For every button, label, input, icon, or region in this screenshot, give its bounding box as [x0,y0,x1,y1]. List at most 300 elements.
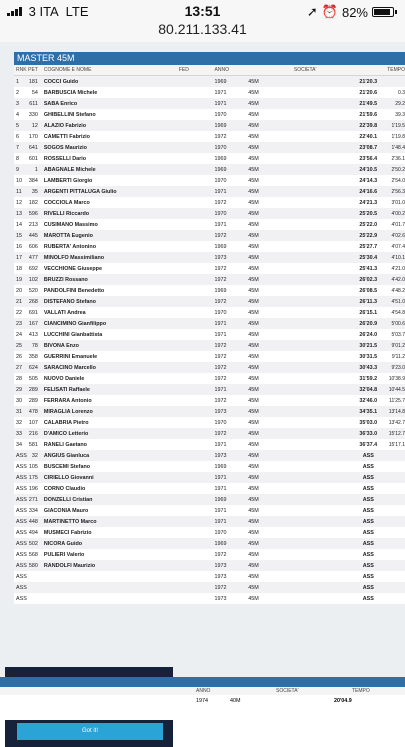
cell-anno: 1972 [214,133,227,140]
cell-cat: 45M [248,89,259,96]
cell-pet: 271 [28,496,38,503]
cell-name: CAMETTI Fabrizio [43,133,90,140]
cell-cat: 45M [248,221,259,228]
cell-gap: 5'00.6 [391,320,405,327]
cell-pet: 606 [28,243,38,250]
cell-pet: 78 [31,342,38,349]
results-table [14,52,405,604]
cell-gap: 0.3 [398,89,405,96]
next-row-time: 20'04.9 [334,697,352,704]
cell-pet: 289 [28,397,38,404]
cell-name: MIRAGLIA Lorenzo [43,408,93,415]
cell-time: ASS [362,452,374,459]
cell-anno: 1969 [214,78,227,85]
cell-rnk: 22 [16,309,22,316]
cell-anno: 1973 [214,595,227,602]
header-soc: SOCIETA' [293,67,317,73]
cell-rnk: ASS [16,551,27,558]
cell-time: 32'04.8 [359,386,378,393]
table-row [14,131,405,142]
next-table [0,677,405,720]
cell-anno: 1973 [214,573,227,580]
table-row [14,153,405,164]
url-bar[interactable]: 80.211.133.41 [158,21,247,37]
cell-rnk: 34 [16,441,22,448]
table-row [14,428,405,439]
accept-cookies-button[interactable]: Got it! [17,723,163,740]
cell-gap: 2'56.3 [391,188,405,195]
cell-gap: 4'02.6 [391,232,405,239]
table-row [14,527,405,538]
cell-cat: 45M [248,199,259,206]
cell-rnk: 25 [16,342,22,349]
cell-cat: 45M [248,133,259,140]
cell-anno: 1970 [214,419,227,426]
cell-pet: 330 [28,111,38,118]
cell-name: ANGIUS Gianluca [43,452,90,459]
cell-pet: 1 [34,166,38,173]
cell-cat: 45M [248,100,259,107]
next-table-row [0,695,405,706]
cell-name: ABAGNALE Michele [43,166,96,173]
cell-time: 26'08.5 [359,287,378,294]
cell-time: 24'14.3 [359,177,378,184]
cell-name: GUERRINI Emanuele [43,353,98,360]
cell-anno: 1969 [214,540,227,547]
cell-anno: 1972 [214,551,227,558]
category-title: MASTER 45M [14,52,405,65]
cell-gap: 1'48.4 [391,144,405,151]
table-row [14,274,405,285]
next-table-title [0,677,405,687]
cell-time: ASS [362,496,374,503]
cell-time: 30'21.5 [359,342,378,349]
table-row [14,593,405,604]
cell-anno: 1973 [214,408,227,415]
cell-cat: 45M [248,474,259,481]
table-row [14,329,405,340]
cell-cat: 45M [248,441,259,448]
cell-rnk: ASS [16,562,27,569]
cell-pet: 692 [28,265,38,272]
table-row [14,362,405,373]
cell-anno: 1970 [214,210,227,217]
cell-cat: 45M [248,386,259,393]
table-row [14,351,405,362]
cell-anno: 1969 [214,243,227,250]
cell-anno: 1970 [214,309,227,316]
cell-pet: 624 [28,364,38,371]
cell-pet: 691 [28,309,38,316]
cell-time: 21'49.5 [359,100,378,107]
cell-rnk: 13 [16,210,22,217]
cell-rnk: 20 [16,287,22,294]
table-row [14,417,405,428]
cell-pet: 478 [28,408,38,415]
cell-time: ASS [362,507,374,514]
cell-gap: 4'54.8 [391,309,405,316]
next-header-time: TEMPO [352,688,370,694]
cell-pet: 413 [28,331,38,338]
cell-cat: 45M [248,232,259,239]
cell-rnk: ASS [16,584,27,591]
cell-time: 30'43.3 [359,364,378,371]
cell-pet: 102 [28,276,38,283]
cell-pet: 196 [28,485,38,492]
cell-rnk: 6 [16,133,19,140]
table-row [14,318,405,329]
cell-cat: 45M [248,529,259,536]
cell-gap: 2'54.0 [391,177,405,184]
cell-gap: 9'11.2 [391,353,405,360]
cell-anno: 1970 [214,529,227,536]
cell-anno: 1971 [214,188,227,195]
cell-name: BUSCEMI Stefano [43,463,91,470]
table-row [14,560,405,571]
cell-cat: 45M [248,463,259,470]
table-row [14,538,405,549]
cell-cat: 45M [248,540,259,547]
cell-gap: 4'07.4 [391,243,405,250]
table-row [14,230,405,241]
cell-anno: 1969 [214,287,227,294]
cell-gap: 4'21.0 [391,265,405,272]
cell-rnk: 17 [16,254,22,261]
cell-cat: 45M [248,430,259,437]
cell-rnk: 9 [16,166,19,173]
cell-time: 25'20.5 [359,210,378,217]
cell-anno: 1972 [214,584,227,591]
cell-cat: 45M [248,518,259,525]
cell-gap: 4'42.0 [391,276,405,283]
cell-name: COCCIOLA Marco [43,199,90,206]
cell-pet: 601 [28,155,38,162]
cell-time: 25'27.7 [359,243,378,250]
cell-pet: 216 [28,430,38,437]
cell-pet: 182 [28,199,38,206]
cell-time: 26'11.3 [359,298,378,305]
cell-time: 24'21.3 [359,199,378,206]
cell-anno: 1971 [214,89,227,96]
location-icon: ➚ [306,4,318,19]
cell-rnk: 11 [16,188,22,195]
cell-time: ASS [362,595,374,602]
cell-gap: 1'19.5 [391,122,405,129]
table-row [14,516,405,527]
cell-anno: 1969 [214,463,227,470]
cell-cat: 45M [248,78,259,85]
cell-anno: 1970 [214,144,227,151]
cell-rnk: 24 [16,331,22,338]
table-row [14,483,405,494]
table-row [14,461,405,472]
cell-time: 32'46.0 [359,397,378,404]
cell-time: ASS [362,573,374,580]
results-page [0,42,405,734]
cell-rnk: ASS [16,573,27,580]
cell-rnk: 23 [16,320,22,327]
cell-anno: 1971 [214,100,227,107]
cell-time: 23'56.4 [359,155,378,162]
cell-name: GHIBELLINI Stefano [43,111,96,118]
cell-time: ASS [362,485,374,492]
cell-rnk: ASS [16,463,27,470]
table-row [14,450,405,461]
table-row [14,505,405,516]
cell-pet: 494 [28,529,38,536]
cell-name: D'AMICO Letterio [43,430,89,437]
cell-pet: 289 [28,386,38,393]
next-table-header [0,687,405,695]
cell-rnk: 33 [16,430,22,437]
cell-anno: 1972 [214,397,227,404]
cell-rnk: ASS [16,595,27,602]
cell-gap: 3'01.0 [391,199,405,206]
cell-anno: 1972 [214,364,227,371]
cell-name: ARGENTI PITTALUGA Giulio [43,188,117,195]
cell-name: MAROTTA Eugenio [43,232,93,239]
cell-anno: 1969 [214,122,227,129]
cell-cat: 45M [248,254,259,261]
cell-anno: 1971 [214,518,227,525]
cell-name: SOGOS Maurizio [43,144,87,151]
cell-name: RANDOLFI Maurizio [43,562,96,569]
cell-anno: 1972 [214,232,227,239]
cell-pet: 445 [28,232,38,239]
cell-time: 26'02.3 [359,276,378,283]
cell-name: PANDOLFINI Benedetto [43,287,105,294]
cell-cat: 45M [248,496,259,503]
cell-name: RIVELLI Riccardo [43,210,90,217]
cell-rnk: 21 [16,298,22,305]
status-bar [0,0,405,42]
cell-pet: 32 [31,452,38,459]
cell-time: ASS [362,529,374,536]
table-row [14,186,405,197]
cell-rnk: 1 [16,78,19,85]
cell-anno: 1971 [214,331,227,338]
table-row [14,285,405,296]
cell-cat: 45M [248,122,259,129]
cell-pet: 107 [28,419,38,426]
cell-time: 26'15.1 [359,309,378,316]
cell-name: CIANCIMINO Gianfilippo [43,320,107,327]
cell-time: ASS [362,518,374,525]
table-row [14,98,405,109]
cell-cat: 45M [248,507,259,514]
cell-gap: 2'50.2 [391,166,405,173]
cell-rnk: 8 [16,155,19,162]
table-body [14,76,405,604]
cell-pet: 581 [28,441,38,448]
cell-pet: 520 [28,287,38,294]
table-row [14,252,405,263]
cell-cat: 45M [248,408,259,415]
cell-anno: 1973 [214,452,227,459]
battery-icon [372,7,394,17]
cell-rnk: 3 [16,100,19,107]
cell-anno: 1972 [214,430,227,437]
cell-gap: 5'03.7 [391,331,405,338]
header-pet: PET [28,67,38,73]
cell-rnk: 5 [16,122,19,129]
cell-anno: 1972 [214,199,227,206]
cell-pet: 167 [28,320,38,327]
cell-anno: 1970 [214,111,227,118]
carrier-label: 3 ITA [28,4,59,19]
cell-name: CUSIMANO Massimo [43,221,98,228]
table-row [14,582,405,593]
cell-time: 23'08.7 [359,144,378,151]
cell-pet: 334 [28,507,38,514]
cell-cat: 45M [248,298,259,305]
cell-cat: 45M [248,188,259,195]
table-row [14,208,405,219]
cell-rnk: 32 [16,419,22,426]
cell-rnk: 29 [16,386,22,393]
cell-rnk: 18 [16,265,22,272]
cell-name: LAMBERTI Giorgio [43,177,93,184]
table-row [14,549,405,560]
cell-name: ROSSELLI Dario [43,155,87,162]
cell-rnk: 31 [16,408,22,415]
cell-anno: 1973 [214,254,227,261]
header-gap: TEMPO [387,67,405,73]
cell-name: VALLATI Andrea [43,309,86,316]
cell-cat: 45M [248,364,259,371]
cell-name: COCCI Guido [43,78,79,85]
cell-gap: 10'38.9 [388,375,405,382]
table-row [14,164,405,175]
cell-anno: 1971 [214,221,227,228]
cell-gap: 4'01.7 [391,221,405,228]
cell-name: NUOVO Daniele [43,375,85,382]
cell-anno: 1969 [214,155,227,162]
cell-name: RUBERTA' Antonino [43,243,97,250]
cell-gap: 4'00.2 [391,210,405,217]
table-row [14,142,405,153]
cell-name: FELISATI Raffaele [43,386,90,393]
cell-rnk: 26 [16,353,22,360]
cell-cat: 45M [248,419,259,426]
cell-gap: 39.3 [395,111,405,118]
cell-name: ALAZIO Fabrizio [43,122,87,129]
cell-gap: 29.2 [395,100,405,107]
cell-gap: 13'14.8 [388,408,405,415]
cell-pet: 175 [28,474,38,481]
cell-time: ASS [362,562,374,569]
cell-rnk: 12 [16,199,22,206]
cell-rnk: 16 [16,243,22,250]
cell-pet: 384 [28,177,38,184]
cell-anno: 1972 [214,276,227,283]
cell-pet: 105 [28,463,38,470]
cell-cat: 45M [248,485,259,492]
cell-pet: 181 [28,78,38,85]
table-row [14,76,405,87]
cell-name: CALABRIA Pietro [43,419,89,426]
cell-time: 30'31.5 [359,353,378,360]
clock: 13:51 [184,3,221,19]
cell-rnk: 4 [16,111,19,118]
cell-rnk: 19 [16,276,22,283]
cell-anno: 1973 [214,562,227,569]
cell-anno: 1972 [214,298,227,305]
cell-time: 31'59.2 [359,375,378,382]
table-row [14,340,405,351]
cell-cat: 45M [248,177,259,184]
cell-time: ASS [362,463,374,470]
next-row-anno: 1974 [196,697,208,704]
cell-time: 22'40.1 [359,133,378,140]
header-fed: FED [178,67,189,73]
cell-pet: 611 [29,100,38,107]
cell-name: LUCCHINI Gianbattista [43,331,103,338]
cell-gap: 1'19.8 [391,133,405,140]
cell-gap: 2'36.1 [391,155,405,162]
cell-cat: 45M [248,397,259,404]
cell-cat: 45M [248,342,259,349]
cell-name: NICORA Guido [43,540,83,547]
cell-pet: 448 [28,518,38,525]
cell-name: GIACONIA Mauro [43,507,89,514]
cell-anno: 1971 [214,386,227,393]
cell-time: 25'41.3 [359,265,378,272]
cell-time: 26'24.0 [359,331,378,338]
cell-cat: 45M [248,331,259,338]
cell-name: FERRARA Antonio [43,397,92,404]
cell-pet: 505 [28,375,38,382]
cell-rnk: 28 [16,375,22,382]
cell-pet: 358 [28,353,38,360]
cell-name: SARACINO Marcello [43,364,96,371]
cell-rnk: ASS [16,496,27,503]
table-row [14,109,405,120]
cell-rnk: ASS [16,485,27,492]
cell-pet: 170 [28,133,38,140]
cell-rnk: 14 [16,221,22,228]
cell-cat: 45M [248,309,259,316]
table-row [14,439,405,450]
cell-time: 36'37.4 [359,441,378,448]
cell-name: PULIERI Valerio [43,551,85,558]
cell-anno: 1972 [214,342,227,349]
cell-pet: 502 [28,540,38,547]
alarm-icon: ⏰ [321,4,338,19]
cell-cat: 45M [248,562,259,569]
cell-rnk: 10 [16,177,22,184]
cell-cat: 45M [248,166,259,173]
next-header-soc: SOCIETA' [276,688,299,694]
cell-name: BIVONA Enzo [43,342,79,349]
cell-time: ASS [362,474,374,481]
table-row [14,120,405,131]
table-row [14,384,405,395]
cell-name: MUSMECI Fabrizio [43,529,92,536]
cell-gap: 10'44.5 [388,386,405,393]
cell-name: CIRIELLO Giovanni [43,474,94,481]
cell-anno: 1970 [214,177,227,184]
cell-rnk: ASS [16,452,27,459]
cell-cat: 45M [248,155,259,162]
cell-anno: 1971 [214,485,227,492]
cell-cat: 45M [248,452,259,459]
cell-gap: 13'42.7 [388,419,405,426]
cell-pet: 477 [28,254,38,261]
table-row [14,395,405,406]
cell-pet: 641 [28,144,38,151]
table-row [14,263,405,274]
